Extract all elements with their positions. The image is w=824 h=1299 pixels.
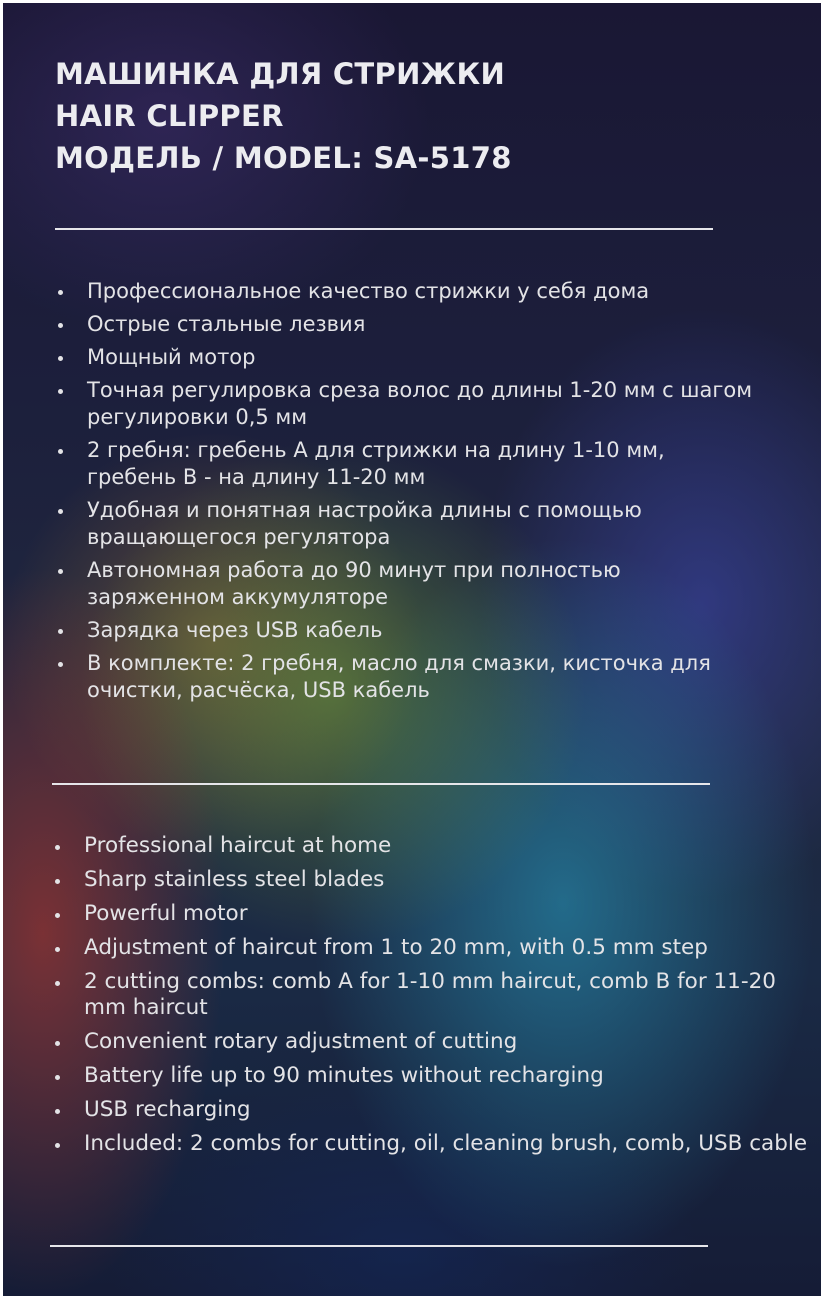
product-title-en: HAIR CLIPPER xyxy=(55,99,284,133)
product-title-ru: МАШИНКА ДЛЯ СТРИЖКИ xyxy=(55,57,506,91)
feature-item-ru: Профессиональное качество стрижки у себя дома xyxy=(55,278,755,305)
feature-list-en xyxy=(52,833,812,1165)
feature-item-en: Battery life up to 90 minutes without recharging xyxy=(52,1063,812,1089)
feature-item-en: Powerful motor xyxy=(52,901,812,927)
feature-item-ru: Острые стальные лезвия xyxy=(55,311,755,338)
product-model: МОДЕЛЬ / MODEL: SA-5178 xyxy=(55,141,512,175)
product-info-card xyxy=(3,3,821,1296)
feature-item-en: 2 cutting combs: comb A for 1-10 mm haircut, comb B for 11-20 mm haircut xyxy=(52,969,812,1021)
feature-item-ru: Удобная и понятная настройка длины с помощью вращающегося регулятора xyxy=(55,497,755,551)
divider-bottom xyxy=(50,1245,708,1247)
product-header xyxy=(55,53,512,179)
divider-middle xyxy=(52,783,710,785)
feature-item-en: Convenient rotary adjustment of cutting xyxy=(52,1029,812,1055)
feature-item-ru: Мощный мотор xyxy=(55,344,755,371)
feature-item-ru: В комплекте: 2 гребня, масло для смазки, кисточка для очистки, расчёска, USB кабель xyxy=(55,650,755,704)
feature-item-en: USB recharging xyxy=(52,1097,812,1123)
feature-item-ru: Зарядка через USB кабель xyxy=(55,617,755,644)
feature-list-ru xyxy=(55,278,755,710)
feature-item-ru: 2 гребня: гребень А для стрижки на длину 1-10 мм, гребень В - на длину 11-20 мм xyxy=(55,437,755,491)
feature-item-ru: Точная регулировка среза волос до длины 1-20 мм с шагом регулировки 0,5 мм xyxy=(55,377,755,431)
divider-top xyxy=(55,228,713,230)
feature-item-en: Adjustment of haircut from 1 to 20 mm, with 0.5 mm step xyxy=(52,935,812,961)
feature-item-en: Professional haircut at home xyxy=(52,833,812,859)
feature-item-en: Included: 2 combs for cutting, oil, cleaning brush, comb, USB cable xyxy=(52,1131,812,1157)
feature-item-ru: Автономная работа до 90 минут при полностью заряженном аккумуляторе xyxy=(55,557,755,611)
feature-item-en: Sharp stainless steel blades xyxy=(52,867,812,893)
